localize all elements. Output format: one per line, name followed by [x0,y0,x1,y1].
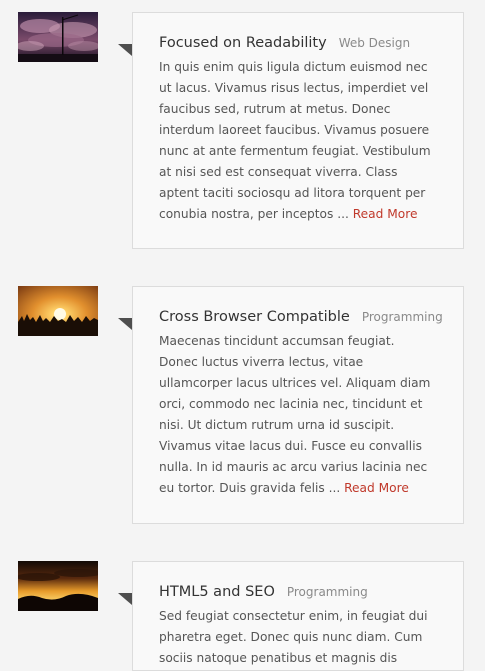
card-pointer [118,44,132,56]
post-header [159,580,437,602]
post-header [159,31,437,53]
post-category[interactable]: Programming [361,310,443,324]
post-title-link[interactable]: Focused on Readability [159,35,327,51]
post-thumbnail-sunset-hills[interactable] [18,561,98,611]
post-thumbnail-clouds[interactable] [18,12,98,62]
post-excerpt [159,606,437,669]
post-excerpt [159,57,437,225]
post-card [132,286,464,524]
post-header [159,305,443,327]
post-excerpt [159,331,437,499]
card-pointer [118,593,132,605]
post-excerpt-text: In quis enim quis ligula dictum euismod nec ut lacus. Vivamus risus lectus, imperdiet vel faucibus sed, rutrum at metus. Donec interdum laoreet faucibus. Vivamus posuere nunc at ante fermentum feugiat. Vestibulum at nisi sed est consequat viverra. Class aptent taciti sociosqu ad litora torquent per conubia nostra, per inceptos ... [159,60,431,221]
post-card [132,561,464,671]
post-thumbnail-sunset-grass[interactable] [18,286,98,336]
read-more-link[interactable]: Read More [352,207,418,221]
card-pointer [118,318,132,330]
post-card [132,12,464,249]
post-category[interactable]: Programming [286,585,368,599]
post-excerpt-text: Maecenas tincidunt accumsan feugiat. Donec luctus viverra lectus, vitae ullamcorper lacus ultrices vel. Aliquam diam orci, commodo nec lacinia nec, tincidunt et nisi. Ut dictum rutrum urna id suscipit. Vivamus vitae lacus dui. Fusce eu convallis nulla. In id mauris ac arcu varius lacinia nec eu tortor. Duis gravida felis ... [159,334,431,495]
post-category[interactable]: Web Design [338,36,411,50]
post-title-link[interactable]: HTML5 and SEO [159,584,275,600]
read-more-link[interactable]: Read More [344,481,409,495]
post-excerpt-text: Sed feugiat consectetur enim, in feugiat dui pharetra eget. Donec quis nunc diam. Cum sociis natoque penatibus et magnis dis [159,609,428,665]
post-title-link[interactable]: Cross Browser Compatible [159,309,350,325]
